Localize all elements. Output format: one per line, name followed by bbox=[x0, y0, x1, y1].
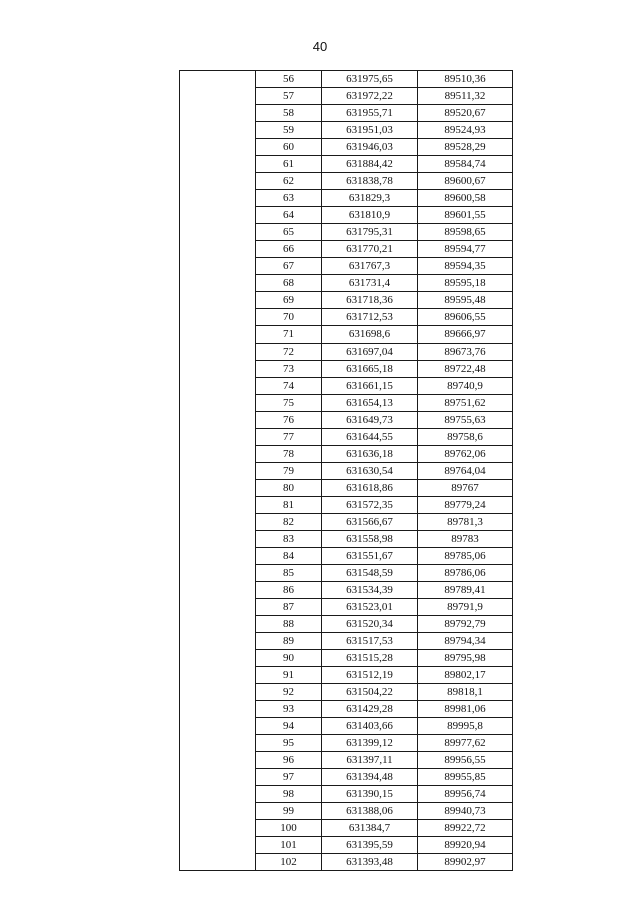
x-coordinate-cell: 631649,73 bbox=[322, 411, 418, 428]
y-coordinate-cell: 89601,55 bbox=[418, 207, 513, 224]
x-coordinate-cell: 631718,36 bbox=[322, 292, 418, 309]
point-number-cell: 66 bbox=[256, 241, 322, 258]
point-number-cell: 91 bbox=[256, 667, 322, 684]
x-coordinate-cell: 631523,01 bbox=[322, 598, 418, 615]
point-number-cell: 65 bbox=[256, 224, 322, 241]
point-number-cell: 92 bbox=[256, 684, 322, 701]
y-coordinate-cell: 89758,6 bbox=[418, 428, 513, 445]
point-number-cell: 60 bbox=[256, 139, 322, 156]
y-coordinate-cell: 89795,98 bbox=[418, 650, 513, 667]
point-number-cell: 89 bbox=[256, 633, 322, 650]
y-coordinate-cell: 89510,36 bbox=[418, 71, 513, 88]
point-number-cell: 75 bbox=[256, 394, 322, 411]
y-coordinate-cell: 89802,17 bbox=[418, 667, 513, 684]
y-coordinate-cell: 89783 bbox=[418, 530, 513, 547]
y-coordinate-cell: 89956,55 bbox=[418, 752, 513, 769]
point-number-cell: 88 bbox=[256, 616, 322, 633]
x-coordinate-cell: 631665,18 bbox=[322, 360, 418, 377]
y-coordinate-cell: 89791,9 bbox=[418, 598, 513, 615]
page-number: 40 bbox=[312, 39, 328, 54]
y-coordinate-cell: 89940,73 bbox=[418, 803, 513, 820]
x-coordinate-cell: 631520,34 bbox=[322, 616, 418, 633]
point-number-cell: 85 bbox=[256, 564, 322, 581]
y-coordinate-cell: 89520,67 bbox=[418, 105, 513, 122]
y-coordinate-cell: 89595,18 bbox=[418, 275, 513, 292]
x-coordinate-cell: 631654,13 bbox=[322, 394, 418, 411]
x-coordinate-cell: 631838,78 bbox=[322, 173, 418, 190]
y-coordinate-cell: 89722,48 bbox=[418, 360, 513, 377]
y-coordinate-cell: 89781,3 bbox=[418, 513, 513, 530]
y-coordinate-cell: 89528,29 bbox=[418, 139, 513, 156]
x-coordinate-cell: 631630,54 bbox=[322, 462, 418, 479]
point-number-cell: 57 bbox=[256, 88, 322, 105]
point-number-cell: 64 bbox=[256, 207, 322, 224]
x-coordinate-cell: 631548,59 bbox=[322, 564, 418, 581]
point-number-cell: 70 bbox=[256, 309, 322, 326]
x-coordinate-cell: 631558,98 bbox=[322, 530, 418, 547]
y-coordinate-cell: 89751,62 bbox=[418, 394, 513, 411]
y-coordinate-cell: 89600,58 bbox=[418, 190, 513, 207]
y-coordinate-cell: 89786,06 bbox=[418, 564, 513, 581]
y-coordinate-cell: 89789,41 bbox=[418, 581, 513, 598]
point-number-cell: 94 bbox=[256, 718, 322, 735]
y-coordinate-cell: 89956,74 bbox=[418, 786, 513, 803]
x-coordinate-cell: 631975,65 bbox=[322, 71, 418, 88]
x-coordinate-cell: 631951,03 bbox=[322, 122, 418, 139]
y-coordinate-cell: 89584,74 bbox=[418, 156, 513, 173]
point-number-cell: 93 bbox=[256, 701, 322, 718]
x-coordinate-cell: 631810,9 bbox=[322, 207, 418, 224]
y-coordinate-cell: 89785,06 bbox=[418, 547, 513, 564]
x-coordinate-cell: 631394,48 bbox=[322, 769, 418, 786]
x-coordinate-cell: 631397,11 bbox=[322, 752, 418, 769]
point-number-cell: 99 bbox=[256, 803, 322, 820]
x-coordinate-cell: 631534,39 bbox=[322, 581, 418, 598]
point-number-cell: 98 bbox=[256, 786, 322, 803]
y-coordinate-cell: 89594,35 bbox=[418, 258, 513, 275]
point-number-cell: 86 bbox=[256, 581, 322, 598]
x-coordinate-cell: 631661,15 bbox=[322, 377, 418, 394]
x-coordinate-cell: 631551,67 bbox=[322, 547, 418, 564]
coordinates-table bbox=[179, 70, 513, 871]
point-number-cell: 76 bbox=[256, 411, 322, 428]
point-number-cell: 77 bbox=[256, 428, 322, 445]
x-coordinate-cell: 631697,04 bbox=[322, 343, 418, 360]
point-number-cell: 72 bbox=[256, 343, 322, 360]
point-number-cell: 95 bbox=[256, 735, 322, 752]
coordinates-table-body bbox=[180, 71, 513, 871]
y-coordinate-cell: 89511,32 bbox=[418, 88, 513, 105]
y-coordinate-cell: 89740,9 bbox=[418, 377, 513, 394]
x-coordinate-cell: 631946,03 bbox=[322, 139, 418, 156]
point-number-cell: 63 bbox=[256, 190, 322, 207]
point-number-cell: 74 bbox=[256, 377, 322, 394]
y-coordinate-cell: 89995,8 bbox=[418, 718, 513, 735]
x-coordinate-cell: 631636,18 bbox=[322, 445, 418, 462]
y-coordinate-cell: 89981,06 bbox=[418, 701, 513, 718]
y-coordinate-cell: 89922,72 bbox=[418, 820, 513, 837]
x-coordinate-cell: 631388,06 bbox=[322, 803, 418, 820]
y-coordinate-cell: 89764,04 bbox=[418, 462, 513, 479]
point-number-cell: 83 bbox=[256, 530, 322, 547]
x-coordinate-cell: 631884,42 bbox=[322, 156, 418, 173]
x-coordinate-cell: 631566,67 bbox=[322, 513, 418, 530]
y-coordinate-cell: 89673,76 bbox=[418, 343, 513, 360]
x-coordinate-cell: 631403,66 bbox=[322, 718, 418, 735]
y-coordinate-cell: 89977,62 bbox=[418, 735, 513, 752]
point-number-cell: 78 bbox=[256, 445, 322, 462]
x-coordinate-cell: 631384,7 bbox=[322, 820, 418, 837]
point-number-cell: 87 bbox=[256, 598, 322, 615]
x-coordinate-cell: 631515,28 bbox=[322, 650, 418, 667]
point-number-cell: 68 bbox=[256, 275, 322, 292]
y-coordinate-cell: 89666,97 bbox=[418, 326, 513, 343]
x-coordinate-cell: 631512,19 bbox=[322, 667, 418, 684]
y-coordinate-cell: 89902,97 bbox=[418, 854, 513, 871]
y-coordinate-cell: 89762,06 bbox=[418, 445, 513, 462]
x-coordinate-cell: 631399,12 bbox=[322, 735, 418, 752]
x-coordinate-cell: 631955,71 bbox=[322, 105, 418, 122]
x-coordinate-cell: 631770,21 bbox=[322, 241, 418, 258]
point-number-cell: 101 bbox=[256, 837, 322, 854]
point-number-cell: 80 bbox=[256, 479, 322, 496]
x-coordinate-cell: 631731,4 bbox=[322, 275, 418, 292]
point-number-cell: 90 bbox=[256, 650, 322, 667]
point-number-cell: 71 bbox=[256, 326, 322, 343]
x-coordinate-cell: 631698,6 bbox=[322, 326, 418, 343]
x-coordinate-cell: 631504,22 bbox=[322, 684, 418, 701]
coordinates-table-container bbox=[179, 70, 513, 871]
point-number-cell: 97 bbox=[256, 769, 322, 786]
point-number-cell: 81 bbox=[256, 496, 322, 513]
y-coordinate-cell: 89767 bbox=[418, 479, 513, 496]
y-coordinate-cell: 89920,94 bbox=[418, 837, 513, 854]
point-number-cell: 82 bbox=[256, 513, 322, 530]
y-coordinate-cell: 89598,65 bbox=[418, 224, 513, 241]
x-coordinate-cell: 631644,55 bbox=[322, 428, 418, 445]
x-coordinate-cell: 631712,53 bbox=[322, 309, 418, 326]
x-coordinate-cell: 631829,3 bbox=[322, 190, 418, 207]
y-coordinate-cell: 89792,79 bbox=[418, 616, 513, 633]
y-coordinate-cell: 89955,85 bbox=[418, 769, 513, 786]
x-coordinate-cell: 631767,3 bbox=[322, 258, 418, 275]
x-coordinate-cell: 631393,48 bbox=[322, 854, 418, 871]
x-coordinate-cell: 631395,59 bbox=[322, 837, 418, 854]
y-coordinate-cell: 89779,24 bbox=[418, 496, 513, 513]
blank-merged-cell bbox=[180, 71, 256, 871]
y-coordinate-cell: 89594,77 bbox=[418, 241, 513, 258]
point-number-cell: 79 bbox=[256, 462, 322, 479]
x-coordinate-cell: 631429,28 bbox=[322, 701, 418, 718]
x-coordinate-cell: 631572,35 bbox=[322, 496, 418, 513]
point-number-cell: 73 bbox=[256, 360, 322, 377]
point-number-cell: 67 bbox=[256, 258, 322, 275]
point-number-cell: 61 bbox=[256, 156, 322, 173]
y-coordinate-cell: 89524,93 bbox=[418, 122, 513, 139]
y-coordinate-cell: 89794,34 bbox=[418, 633, 513, 650]
point-number-cell: 62 bbox=[256, 173, 322, 190]
y-coordinate-cell: 89755,63 bbox=[418, 411, 513, 428]
x-coordinate-cell: 631618,86 bbox=[322, 479, 418, 496]
point-number-cell: 96 bbox=[256, 752, 322, 769]
point-number-cell: 102 bbox=[256, 854, 322, 871]
y-coordinate-cell: 89606,55 bbox=[418, 309, 513, 326]
x-coordinate-cell: 631517,53 bbox=[322, 633, 418, 650]
x-coordinate-cell: 631795,31 bbox=[322, 224, 418, 241]
point-number-cell: 69 bbox=[256, 292, 322, 309]
point-number-cell: 58 bbox=[256, 105, 322, 122]
y-coordinate-cell: 89595,48 bbox=[418, 292, 513, 309]
table-row bbox=[180, 71, 513, 88]
point-number-cell: 59 bbox=[256, 122, 322, 139]
x-coordinate-cell: 631390,15 bbox=[322, 786, 418, 803]
point-number-cell: 56 bbox=[256, 71, 322, 88]
y-coordinate-cell: 89600,67 bbox=[418, 173, 513, 190]
point-number-cell: 84 bbox=[256, 547, 322, 564]
x-coordinate-cell: 631972,22 bbox=[322, 88, 418, 105]
y-coordinate-cell: 89818,1 bbox=[418, 684, 513, 701]
point-number-cell: 100 bbox=[256, 820, 322, 837]
